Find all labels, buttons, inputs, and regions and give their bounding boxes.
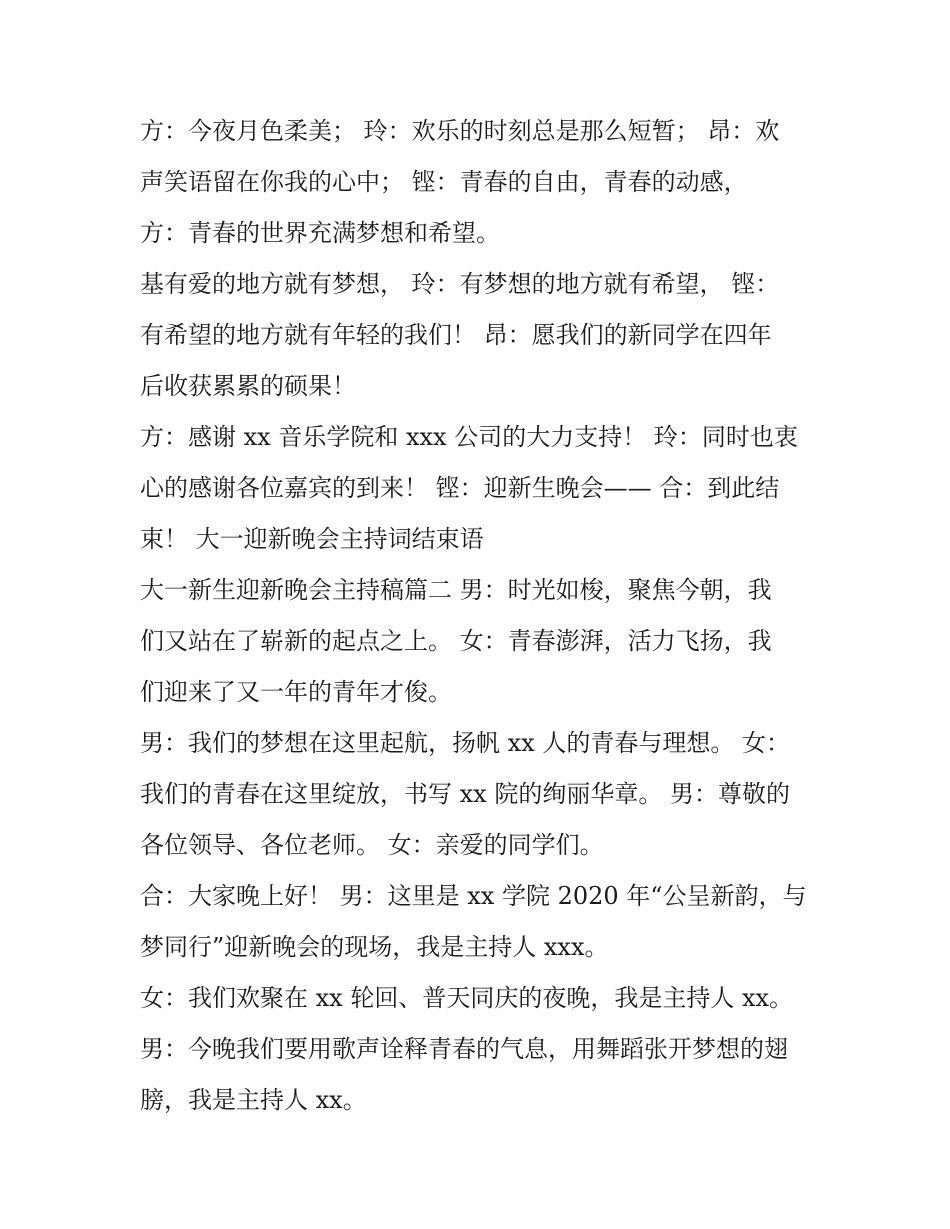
text-line: 后收获累累的硕果！ [140,372,356,400]
text-line: 梦同行”迎新晚会的现场，我是主持人 xxx。 [140,933,609,961]
text-line: 男：今晚我们要用歌声诠释青春的气息，用舞蹈张开梦想的翅 [140,1035,788,1063]
text-line: 有希望的地方就有年轻的我们！ 昂：愿我们的新同学在四年 [140,321,772,349]
text-line: 们迎来了又一年的青年才俊。 [140,678,452,706]
document-body [140,106,820,1126]
text-line: 们又站在了崭新的起点之上。 女：青春澎湃，活力飞扬，我 [140,627,772,655]
text-line: 声笑语留在你我的心中； 铿：青春的自由，青春的动感， [140,168,748,196]
text-line: 女：我们欢聚在 xx 轮回、普天同庆的夜晚，我是主持人 xx。 [140,984,794,1012]
text-line: 大一新生迎新晚会主持稿篇二 男：时光如梭，聚焦今朝，我 [140,576,772,604]
text-line: 膀，我是主持人 xx。 [140,1086,367,1114]
text-line: 男：我们的梦想在这里起航，扬帆 xx 人的青春与理想。 女： [140,729,790,757]
text-line: 方：今夜月色柔美； 玲：欢乐的时刻总是那么短暂； 昂：欢 [140,117,780,145]
text-line: 我们的青春在这里绽放，书写 xx 院的绚丽华章。 男：尊敬的 [140,780,790,808]
text-line: 心的感谢各位嘉宾的到来！ 铿：迎新生晚会—— 合：到此结 [140,474,780,502]
text-line: 基有爱的地方就有梦想， 玲：有梦想的地方就有希望， 铿： [140,270,780,298]
text-line: 方：感谢 xx 音乐学院和 xxx 公司的大力支持！ 玲：同时也衷 [140,423,798,451]
text-line: 合：大家晚上好！ 男：这里是 xx 学院 2020 年“公呈新韵，与 [140,882,807,910]
text-line: 各位领导、各位老师。 女：亲爱的同学们。 [140,831,604,859]
text-line: 方：青春的世界充满梦想和希望。 [140,219,500,247]
text-line: 束！ 大一迎新晚会主持词结束语 [140,525,484,553]
